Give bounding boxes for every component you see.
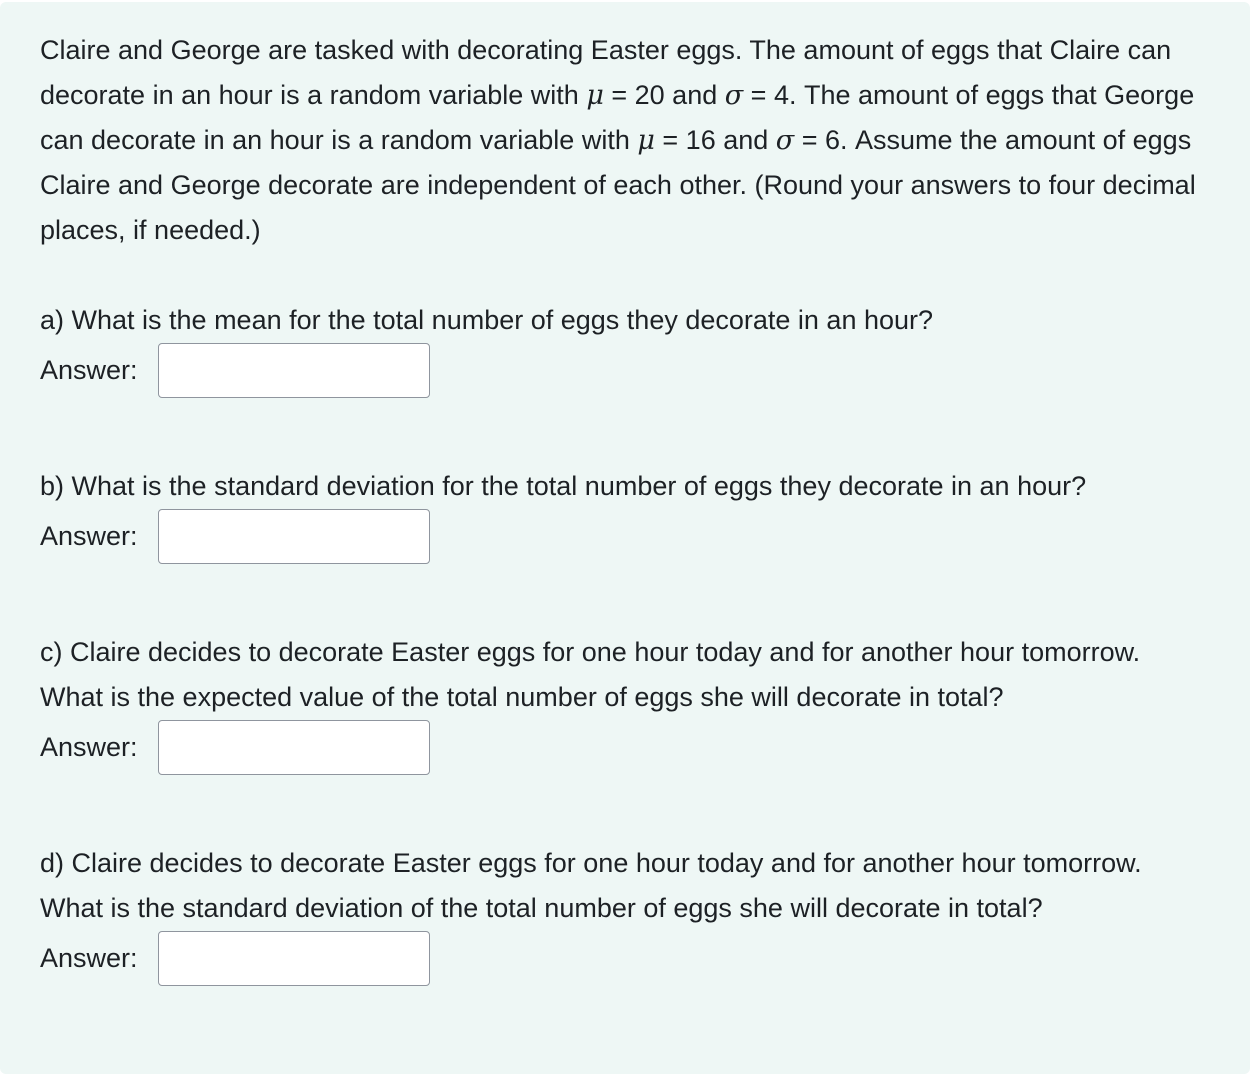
problem-statement bbox=[40, 28, 1210, 253]
answer-input-b[interactable] bbox=[158, 509, 430, 564]
question-panel bbox=[0, 2, 1250, 1074]
sigma-symbol: σ bbox=[775, 125, 795, 156]
answer-label: Answer: bbox=[40, 943, 138, 973]
answer-label: Answer: bbox=[40, 355, 138, 385]
answer-row-b bbox=[40, 509, 1210, 564]
question-b: b) What is the standard deviation for the total number of eggs they decorate in an hour? bbox=[40, 471, 1087, 501]
sigma-symbol: σ bbox=[724, 80, 744, 111]
answer-label: Answer: bbox=[40, 521, 138, 551]
intro-text-4: = 16 and bbox=[654, 125, 776, 155]
mu-symbol: μ bbox=[586, 80, 604, 111]
intro-text-3: = 4. The amount of eggs that George can decorate in an hour is a random variable with bbox=[40, 80, 1195, 155]
question-d: d) Claire decides to decorate Easter eggs for one hour today and for another hour tomorrow. What is the standard deviation of the total number of eggs she will decorate in total? bbox=[40, 848, 1142, 923]
answer-input-c[interactable] bbox=[158, 720, 430, 775]
mu-symbol: μ bbox=[637, 125, 655, 156]
question-a: a) What is the mean for the total number of eggs they decorate in an hour? bbox=[40, 305, 934, 335]
intro-text-1: Claire and George are tasked with decorating Easter eggs. The amount of eggs that Claire can decorate in an hour is a random variable with bbox=[40, 35, 1172, 110]
answer-input-a[interactable] bbox=[158, 343, 430, 398]
question-c: c) Claire decides to decorate Easter eggs for one hour today and for another hour tomorrow. What is the expected value of the total number of eggs she will decorate in total? bbox=[40, 637, 1141, 712]
answer-input-d[interactable] bbox=[158, 931, 430, 986]
answer-row-a bbox=[40, 343, 1210, 398]
answer-label: Answer: bbox=[40, 732, 138, 762]
intro-text-5: = 6. Assume the amount of eggs Claire and George decorate are independent of each other. (Round your answers to four decimal places, if needed.) bbox=[40, 125, 1196, 245]
answer-row-c bbox=[40, 720, 1210, 775]
answer-row-d bbox=[40, 931, 1210, 986]
intro-text-2: = 20 and bbox=[603, 80, 725, 110]
